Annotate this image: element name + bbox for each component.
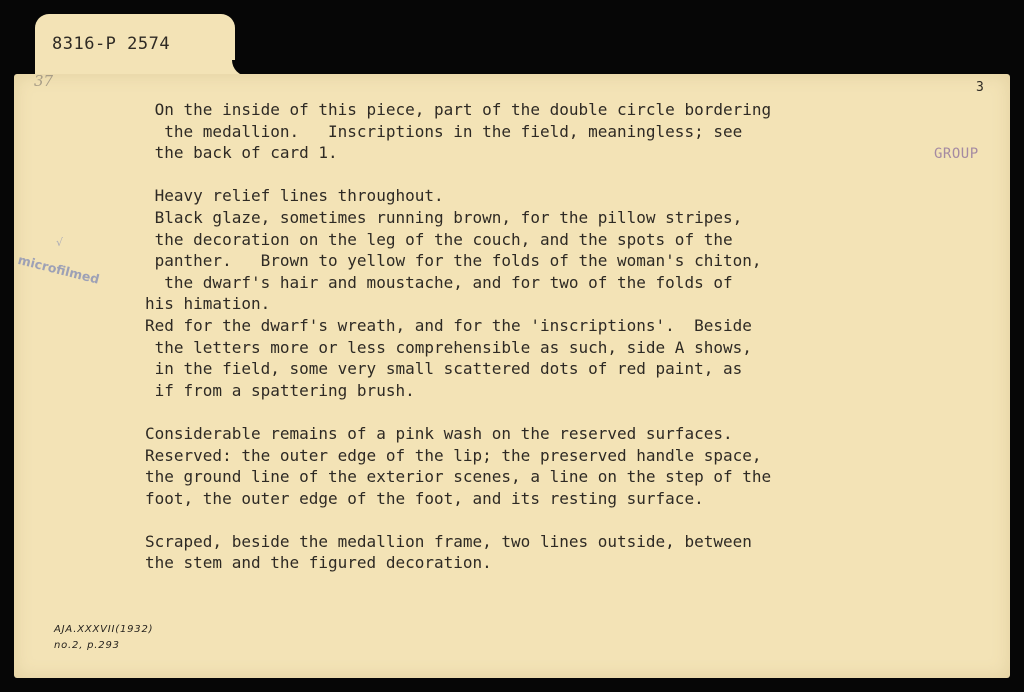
body-line: Red for the dwarf's wreath, and for the 'inscriptions'. Beside — [145, 315, 752, 335]
pencil-annotation: 37 — [34, 72, 54, 90]
body-line: On the inside of this piece, part of the double circle bordering — [145, 100, 772, 119]
body-line: in the field, some very small scattered dots of red paint, as — [145, 359, 743, 379]
body-line — [145, 401, 771, 423]
card-body-text — [145, 99, 771, 574]
body-line: the dwarf's hair and moustache, and for two of the folds of — [145, 272, 733, 292]
body-line: the back of card 1. — [145, 143, 338, 163]
body-line: Considerable remains of a pink wash on the reserved surfaces. — [145, 423, 733, 443]
body-line: the medallion. Inscriptions in the field, meaningless; see — [145, 121, 743, 141]
body-line: Scraped, beside the medallion frame, two lines outside, between — [145, 531, 752, 551]
body-line — [145, 164, 771, 186]
group-stamp: GROUP — [934, 146, 979, 162]
checkmark-icon: √ — [56, 236, 64, 249]
microfilmed-stamp: microfilmed — [16, 252, 102, 287]
body-line — [145, 509, 771, 531]
body-line: Black glaze, sometimes running brown, for the pillow stripes, — [145, 207, 743, 227]
body-line: panther. Brown to yellow for the folds of the woman's chiton, — [145, 251, 762, 271]
body-line: Reserved: the outer edge of the lip; the preserved handle space, — [145, 445, 762, 465]
body-line: the stem and the figured decoration. — [145, 553, 492, 573]
body-line: foot, the outer edge of the foot, and its resting surface. — [145, 488, 704, 508]
body-line: the decoration on the leg of the couch, and the spots of the — [145, 229, 733, 249]
reference-line-1: AJA.XXXVII(1932) — [54, 624, 154, 635]
catalog-number: 8316-P 2574 — [52, 34, 171, 54]
body-line: the letters more or less comprehensible as such, side A shows, — [145, 337, 752, 357]
body-line: if from a spattering brush. — [145, 380, 415, 400]
handwritten-reference — [54, 622, 153, 654]
body-line: the ground line of the exterior scenes, a line on the step of the — [145, 467, 772, 487]
body-line: his himation. — [145, 294, 271, 314]
body-line: Heavy relief lines throughout. — [145, 186, 444, 206]
reference-line-2: no.2, p.293 — [54, 640, 120, 651]
page-number: 3 — [976, 80, 984, 95]
